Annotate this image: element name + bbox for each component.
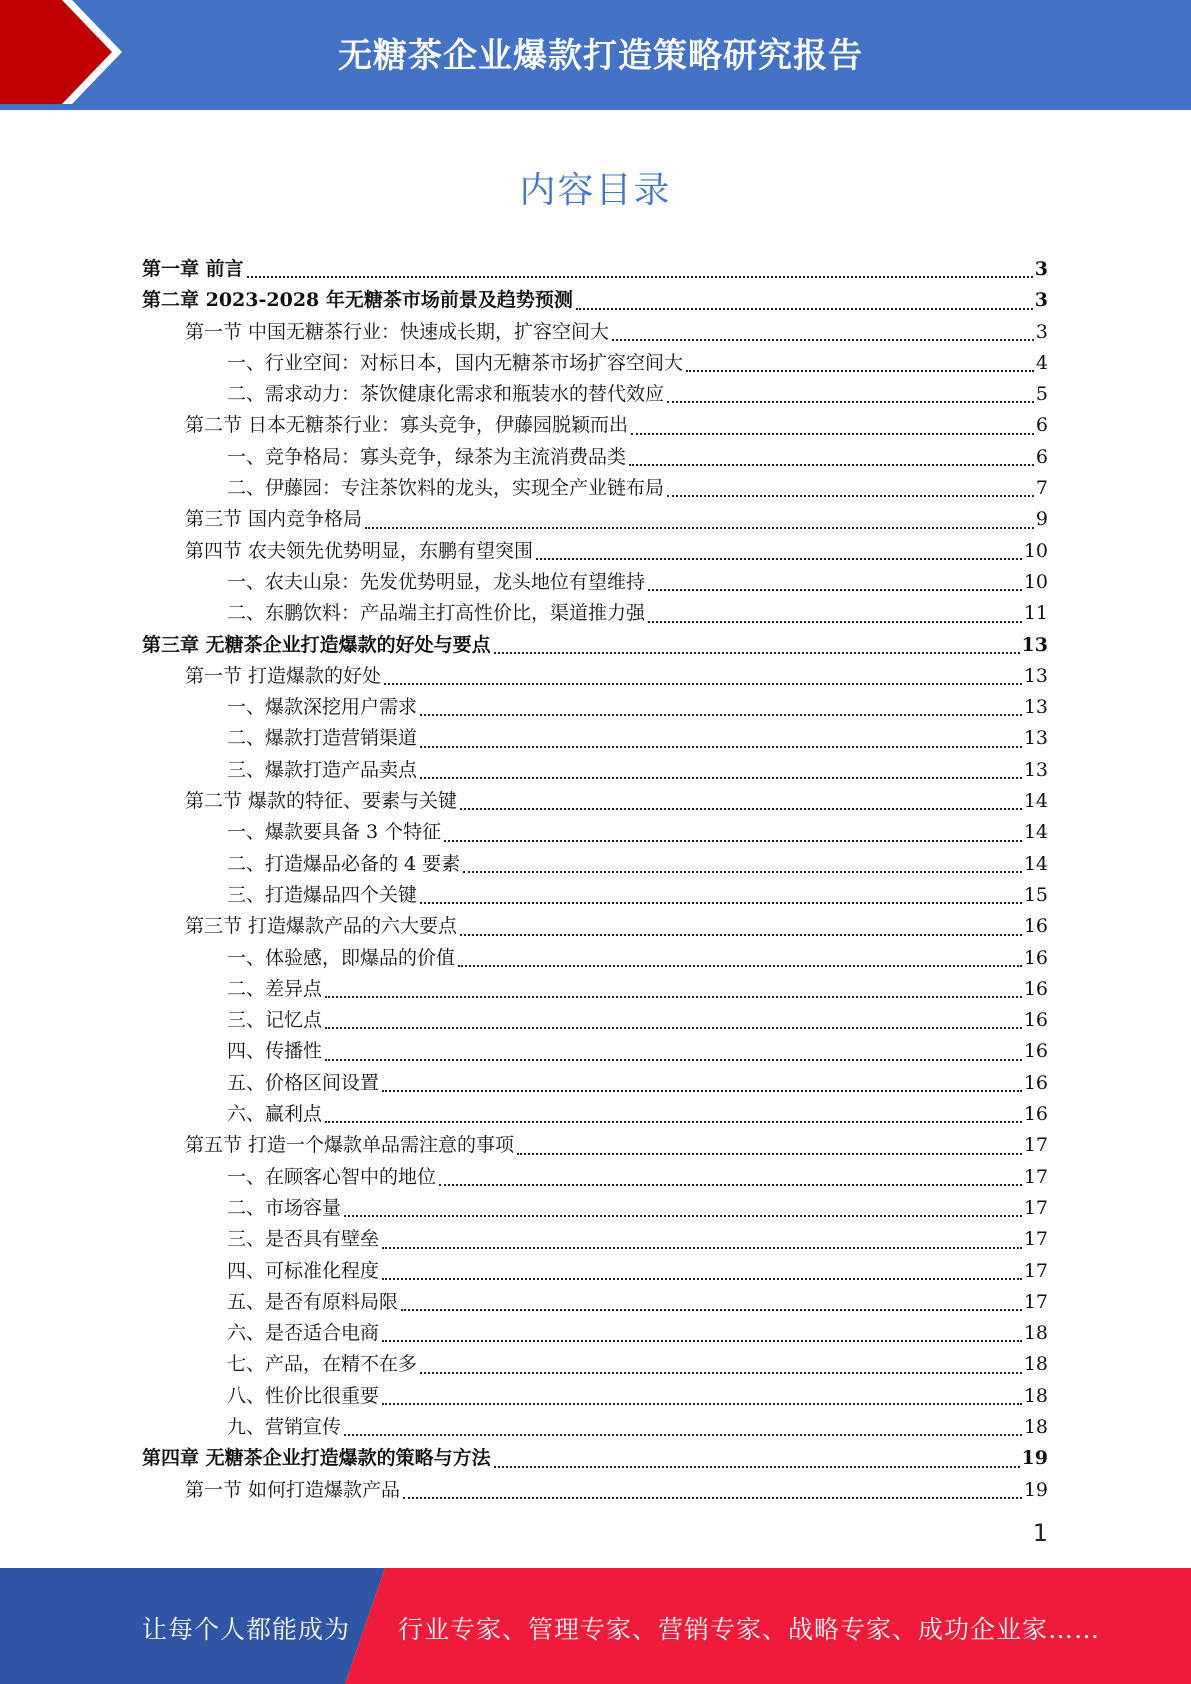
toc-entry[interactable] <box>142 1318 1048 1349</box>
toc-entry-text: 第一节 如何打造爆款产品 <box>185 1478 401 1501</box>
toc-entry[interactable] <box>142 1130 1048 1161</box>
toc-entry-text: 五、是否有原料局限 <box>227 1290 399 1313</box>
toc-entry-page: 14 <box>1023 821 1048 844</box>
toc-entry-text: 一、爆款深挖用户需求 <box>227 696 418 719</box>
toc-dot-leader <box>365 527 1034 529</box>
toc-entry-page: 10 <box>1023 570 1048 593</box>
toc-dot-leader <box>612 339 1034 341</box>
toc-dot-leader <box>382 1340 1022 1342</box>
toc-entry-text: 九、营销宣传 <box>227 1415 342 1438</box>
toc-entry[interactable] <box>142 410 1048 441</box>
toc-entry-text: 三、打造爆品四个关键 <box>227 883 418 906</box>
toc-entry-text: 一、农夫山泉：先发优势明显，龙头地位有望维持 <box>227 570 646 593</box>
toc-entry-text: 六、赢利点 <box>227 1103 323 1126</box>
report-title: 无糖茶企业爆款打造策略研究报告 <box>338 35 863 76</box>
toc-entry-page: 16 <box>1023 946 1048 969</box>
toc-heading: 内容目录 <box>519 170 672 211</box>
toc-entry-page: 17 <box>1023 1228 1048 1251</box>
toc-entry-page: 14 <box>1023 852 1048 875</box>
toc-entry-text: 一、爆款要具备 3 个特征 <box>227 821 442 844</box>
toc-entry[interactable] <box>142 1099 1048 1130</box>
toc-entry-page: 17 <box>1023 1134 1048 1157</box>
toc-entry-text: 二、东鹏饮料：产品端主打高性价比，渠道推力强 <box>227 602 646 625</box>
toc-entry[interactable] <box>142 285 1048 316</box>
toc-dot-leader <box>325 1059 1022 1061</box>
toc-entry-page: 19 <box>1021 1447 1048 1470</box>
toc-dot-leader <box>420 714 1022 716</box>
footer-slogan-left: 让每个人都能成为 <box>142 1615 351 1644</box>
toc-entry-page: 3 <box>1034 258 1048 280</box>
toc-dot-leader <box>420 1372 1022 1374</box>
toc-entry-text: 二、需求动力：茶饮健康化需求和瓶装水的替代效应 <box>227 383 665 406</box>
toc-entry[interactable] <box>142 1224 1048 1255</box>
toc-entry-page: 18 <box>1023 1415 1048 1438</box>
toc-dot-leader <box>458 965 1022 967</box>
toc-entry[interactable] <box>142 943 1048 974</box>
toc-dot-leader <box>631 433 1034 435</box>
toc-dot-leader <box>463 871 1022 873</box>
toc-entry[interactable] <box>142 567 1048 598</box>
toc-entry-text: 第五节 打造一个爆款单品需注意的事项 <box>185 1134 515 1157</box>
toc-dot-leader <box>382 1403 1022 1405</box>
toc-entry-page: 18 <box>1023 1384 1048 1407</box>
toc-entry-page: 5 <box>1035 383 1048 406</box>
toc-entry-text: 二、打造爆品必备的 4 要素 <box>227 852 461 875</box>
toc-dot-leader <box>382 1090 1022 1092</box>
toc-entry[interactable] <box>142 1036 1048 1067</box>
toc-entry-text: 四、可标准化程度 <box>227 1259 380 1282</box>
toc-entry-text: 一、竞争格局：寡头竞争，绿茶为主流消费品类 <box>227 445 627 468</box>
toc-entry[interactable] <box>142 1068 1048 1099</box>
toc-dot-leader <box>382 1278 1022 1280</box>
toc-entry-text: 一、行业空间：对标日本，国内无糖茶市场扩容空间大 <box>227 351 684 374</box>
toc-entry-page: 10 <box>1023 539 1048 562</box>
toc-dot-leader <box>686 370 1034 372</box>
toc-dot-leader <box>247 276 1033 278</box>
toc-dot-leader <box>403 1497 1022 1499</box>
toc-dot-leader <box>382 1247 1022 1249</box>
toc-entry[interactable] <box>142 1287 1048 1318</box>
toc-entry-page: 16 <box>1023 1040 1048 1063</box>
toc-entry-page: 16 <box>1023 977 1048 1000</box>
toc-entry-text: 八、性价比很重要 <box>227 1384 380 1407</box>
toc-entry[interactable] <box>142 911 1048 942</box>
toc-dot-leader <box>536 558 1022 560</box>
toc-dot-leader <box>667 401 1034 403</box>
toc-dot-leader <box>420 777 1022 779</box>
toc-entry[interactable] <box>142 348 1048 379</box>
toc-entry-text: 第三章 无糖茶企业打造爆款的好处与要点 <box>142 633 491 656</box>
toc-entry-page: 14 <box>1023 790 1048 813</box>
toc-entry[interactable] <box>142 1193 1048 1224</box>
toc-entry-page: 17 <box>1023 1290 1048 1313</box>
toc-entry-page: 15 <box>1023 883 1048 906</box>
toc-dot-leader <box>344 1434 1022 1436</box>
toc-entry-text: 二、市场容量 <box>227 1196 342 1219</box>
toc-entry[interactable] <box>142 317 1048 348</box>
toc-entry-page: 13 <box>1023 696 1048 719</box>
toc-entry-text: 第三节 国内竞争格局 <box>185 508 363 531</box>
toc-dot-leader <box>648 589 1022 591</box>
toc-entry-text: 二、爆款打造营销渠道 <box>227 727 418 750</box>
toc-entry-page: 13 <box>1023 727 1048 750</box>
toc-entry-page: 17 <box>1023 1165 1048 1188</box>
toc-entry[interactable] <box>142 1443 1048 1474</box>
toc-entry-page: 19 <box>1023 1478 1048 1501</box>
toc-entry-text: 第三节 打造爆款产品的六大要点 <box>185 915 458 938</box>
toc-dot-leader <box>325 996 1022 998</box>
toc-entry-text: 第一节 中国无糖茶行业：快速成长期，扩容空间大 <box>185 320 610 343</box>
toc-entry[interactable] <box>142 849 1048 880</box>
toc-entry[interactable] <box>142 1349 1048 1380</box>
toc-entry[interactable] <box>142 1256 1048 1287</box>
toc-entry[interactable] <box>142 630 1048 661</box>
page-number: 1 <box>1032 1519 1048 1547</box>
toc-entry-page: 16 <box>1023 1009 1048 1032</box>
toc-entry-text: 三、爆款打造产品卖点 <box>227 758 418 781</box>
toc-dot-leader <box>629 464 1034 466</box>
toc-entry[interactable] <box>142 1475 1048 1506</box>
toc-dot-leader <box>344 1215 1022 1217</box>
toc-dot-leader <box>667 495 1034 497</box>
toc-entry-page: 3 <box>1034 289 1048 312</box>
toc-entry-page: 13 <box>1023 758 1048 781</box>
toc-entry-text: 六、是否适合电商 <box>227 1322 380 1345</box>
toc-entry-text: 第二节 爆款的特征、要素与关键 <box>185 790 458 813</box>
toc-dot-leader <box>494 1466 1020 1468</box>
toc-entry-page: 16 <box>1023 1103 1048 1126</box>
toc-entry-page: 18 <box>1023 1353 1048 1376</box>
toc-entry-page: 16 <box>1023 915 1048 938</box>
toc-entry[interactable] <box>142 1412 1048 1443</box>
toc-entry[interactable] <box>142 504 1048 535</box>
table-of-contents <box>142 254 1048 1506</box>
toc-entry-text: 二、伊藤园：专注茶饮料的龙头，实现全产业链布局 <box>227 477 665 500</box>
toc-dot-leader <box>576 308 1033 310</box>
toc-entry-page: 6 <box>1035 445 1048 468</box>
toc-dot-leader <box>460 934 1022 936</box>
toc-entry-text: 二、差异点 <box>227 977 323 1000</box>
toc-dot-leader <box>384 683 1022 685</box>
toc-dot-leader <box>460 808 1022 810</box>
toc-entry-page: 18 <box>1023 1322 1048 1345</box>
toc-entry[interactable] <box>142 661 1048 692</box>
toc-entry-text: 五、价格区间设置 <box>227 1071 380 1094</box>
toc-entry[interactable] <box>142 1005 1048 1036</box>
toc-entry[interactable] <box>142 598 1048 629</box>
toc-entry[interactable] <box>142 379 1048 410</box>
toc-dot-leader <box>325 1121 1022 1123</box>
toc-entry-text: 四、传播性 <box>227 1040 323 1063</box>
toc-entry[interactable] <box>142 755 1048 786</box>
toc-entry[interactable] <box>142 880 1048 911</box>
toc-entry-text: 七、产品，在精不在多 <box>227 1353 418 1376</box>
toc-entry-text: 第二章 2023-2028 年无糖茶市场前景及趋势预测 <box>142 289 573 312</box>
toc-entry-text: 第一章 前言 <box>142 258 244 280</box>
toc-entry-text: 一、体验感，即爆品的价值 <box>227 946 456 969</box>
toc-entry[interactable] <box>142 473 1048 504</box>
toc-dot-leader <box>420 746 1022 748</box>
toc-dot-leader <box>648 621 1022 623</box>
toc-entry-text: 三、记忆点 <box>227 1009 323 1032</box>
toc-entry[interactable] <box>142 536 1048 567</box>
toc-dot-leader <box>439 1184 1022 1186</box>
toc-entry-page: 17 <box>1023 1259 1048 1282</box>
footer-slogan-right: 行业专家、管理专家、营销专家、战略专家、成功企业家…… <box>398 1615 1101 1644</box>
toc-entry[interactable] <box>142 1381 1048 1412</box>
toc-entry-page: 13 <box>1023 664 1048 687</box>
toc-entry-text: 第四章 无糖茶企业打造爆款的策略与方法 <box>142 1447 491 1470</box>
toc-dot-leader <box>517 1153 1022 1155</box>
toc-entry-page: 16 <box>1023 1071 1048 1094</box>
toc-entry[interactable] <box>142 817 1048 848</box>
toc-entry-text: 一、在顾客心智中的地位 <box>227 1165 437 1188</box>
toc-entry[interactable] <box>142 254 1048 285</box>
toc-entry-page: 3 <box>1035 320 1048 343</box>
toc-dot-leader <box>325 1027 1022 1029</box>
toc-dot-leader <box>401 1309 1022 1311</box>
toc-entry-page: 9 <box>1035 508 1048 531</box>
toc-entry[interactable] <box>142 723 1048 754</box>
toc-entry[interactable] <box>142 786 1048 817</box>
toc-dot-leader <box>494 652 1020 654</box>
toc-entry-page: 7 <box>1035 477 1048 500</box>
toc-entry-page: 4 <box>1035 351 1048 374</box>
toc-entry-text: 第二节 日本无糖茶行业：寡头竞争，伊藤园脱颖而出 <box>185 414 629 437</box>
toc-entry-page: 6 <box>1035 414 1048 437</box>
header-banner <box>0 0 1191 110</box>
toc-dot-leader <box>444 840 1022 842</box>
toc-entry[interactable] <box>142 692 1048 723</box>
toc-entry-text: 第一节 打造爆款的好处 <box>185 664 382 687</box>
toc-entry-page: 13 <box>1021 633 1048 656</box>
toc-entry[interactable] <box>142 1162 1048 1193</box>
toc-entry-page: 17 <box>1023 1196 1048 1219</box>
toc-entry-text: 第四节 农夫领先优势明显，东鹏有望突围 <box>185 539 534 562</box>
toc-dot-leader <box>420 902 1022 904</box>
toc-entry[interactable] <box>142 442 1048 473</box>
toc-entry-text: 三、是否具有壁垒 <box>227 1228 380 1251</box>
toc-entry-page: 11 <box>1023 602 1048 625</box>
toc-entry[interactable] <box>142 974 1048 1005</box>
